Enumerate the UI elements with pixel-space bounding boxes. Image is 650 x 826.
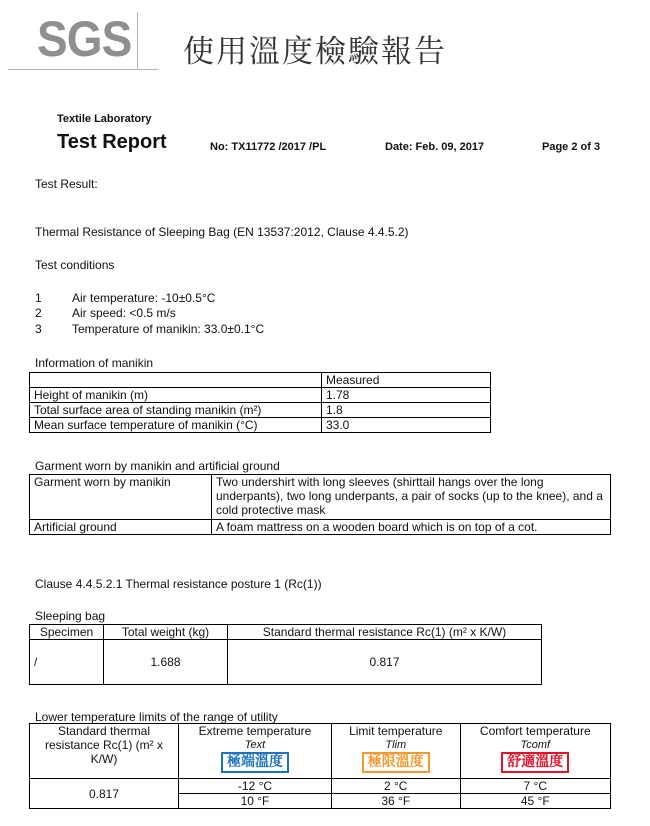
test-result-label: Test Result: bbox=[35, 177, 98, 191]
table-cell: 0.817 bbox=[228, 640, 542, 685]
table-cell: 2 °C bbox=[331, 779, 460, 794]
extreme-temp-symbol: Text bbox=[244, 739, 266, 751]
extreme-temp-header: Extreme temperature bbox=[198, 724, 312, 738]
sleeping-bag-table bbox=[29, 624, 542, 685]
table-header bbox=[331, 724, 460, 779]
section-title: Thermal Resistance of Sleeping Bag (EN 13537:2012, Clause 4.4.5.2) bbox=[35, 225, 409, 239]
table-header bbox=[460, 724, 610, 779]
conditions-title: Test conditions bbox=[35, 258, 115, 272]
report-date: Date: Feb. 09, 2017 bbox=[385, 141, 485, 153]
manikin-table bbox=[29, 372, 491, 433]
table-row bbox=[30, 724, 611, 779]
logo-divider-vertical bbox=[137, 12, 138, 70]
table-cell: Mean surface temperature of manikin (°C) bbox=[30, 418, 322, 433]
table-row bbox=[30, 388, 491, 403]
condition-text: Air temperature: -10±0.5°C bbox=[72, 291, 216, 305]
table-row bbox=[30, 520, 611, 535]
table-header bbox=[179, 724, 332, 779]
posture-clause: Clause 4.4.5.2.1 Thermal resistance posture 1 (Rc(1)) bbox=[35, 577, 322, 591]
table-cell: 33.0 bbox=[322, 418, 491, 433]
limit-temp-header: Limit temperature bbox=[349, 724, 443, 738]
table-cell: -12 °C bbox=[179, 779, 332, 794]
table-cell: Height of manikin (m) bbox=[30, 388, 322, 403]
table-row bbox=[30, 640, 542, 685]
manikin-table-title: Information of manikin bbox=[35, 356, 154, 370]
table-row bbox=[30, 625, 542, 640]
table-header: Specimen bbox=[30, 625, 104, 640]
table-row bbox=[30, 373, 491, 388]
table-header: Measured bbox=[322, 373, 491, 388]
comfort-temp-header: Comfort temperature bbox=[479, 724, 591, 738]
limit-temp-badge: 極限溫度 bbox=[362, 752, 430, 773]
condition-number: 1 bbox=[35, 291, 42, 305]
sgs-logo: SGS bbox=[37, 11, 132, 67]
sleeping-bag-title: Sleeping bag bbox=[35, 609, 106, 623]
table-row bbox=[30, 475, 611, 520]
garment-table bbox=[29, 474, 611, 535]
table-header: Standard thermal resistance Rc(1) (m² x K/W) bbox=[30, 724, 179, 779]
table-cell bbox=[30, 373, 322, 388]
table-cell: 1.688 bbox=[104, 640, 228, 685]
lab-name: Textile Laboratory bbox=[57, 113, 152, 125]
limits-table bbox=[29, 723, 611, 809]
condition-number: 2 bbox=[35, 306, 42, 320]
table-header: Total weight (kg) bbox=[104, 625, 228, 640]
table-cell: Total surface area of standing manikin (m²) bbox=[30, 403, 322, 418]
table-cell: Artificial ground bbox=[30, 520, 212, 535]
limits-title: Lower temperature limits of the range of utility bbox=[35, 710, 278, 724]
report-number: No: TX11772 /2017 /PL bbox=[210, 141, 327, 153]
comfort-temp-symbol: Tcomf bbox=[520, 739, 551, 751]
table-cell: 36 °F bbox=[331, 794, 460, 809]
table-header: Standard thermal resistance Rc(1) (m² x K/W) bbox=[228, 625, 542, 640]
table-cell: A foam mattress on a wooden board which is on top of a cot. bbox=[212, 520, 611, 535]
chinese-title: 使用溫度檢驗報告 bbox=[183, 34, 447, 70]
table-cell: 1.8 bbox=[322, 403, 491, 418]
limit-temp-symbol: Tlim bbox=[385, 739, 407, 751]
table-cell: 10 °F bbox=[179, 794, 332, 809]
page-number: Page 2 of 3 bbox=[542, 141, 601, 153]
table-cell: 7 °C bbox=[460, 779, 610, 794]
extreme-temp-badge: 極端溫度 bbox=[221, 752, 289, 773]
table-cell: / bbox=[30, 640, 104, 685]
condition-text: Air speed: <0.5 m/s bbox=[72, 306, 176, 320]
logo-divider-horizontal bbox=[8, 69, 158, 70]
table-cell: 45 °F bbox=[460, 794, 610, 809]
comfort-temp-badge: 舒適溫度 bbox=[501, 752, 569, 773]
condition-number: 3 bbox=[35, 322, 42, 336]
garment-table-title: Garment worn by manikin and artificial ground bbox=[35, 459, 280, 473]
table-cell: Garment worn by manikin bbox=[30, 475, 212, 520]
table-cell: 1.78 bbox=[322, 388, 491, 403]
table-row bbox=[30, 403, 491, 418]
condition-text: Temperature of manikin: 33.0±0.1°C bbox=[72, 322, 265, 336]
table-row bbox=[30, 779, 611, 794]
table-cell: Two undershirt with long sleeves (shirttail hangs over the long underpants), two long underpants, a pair of socks (up to the knee), and a cold protective mask bbox=[212, 475, 611, 520]
report-title: Test Report bbox=[57, 131, 167, 153]
table-row bbox=[30, 418, 491, 433]
table-cell: 0.817 bbox=[30, 779, 179, 809]
